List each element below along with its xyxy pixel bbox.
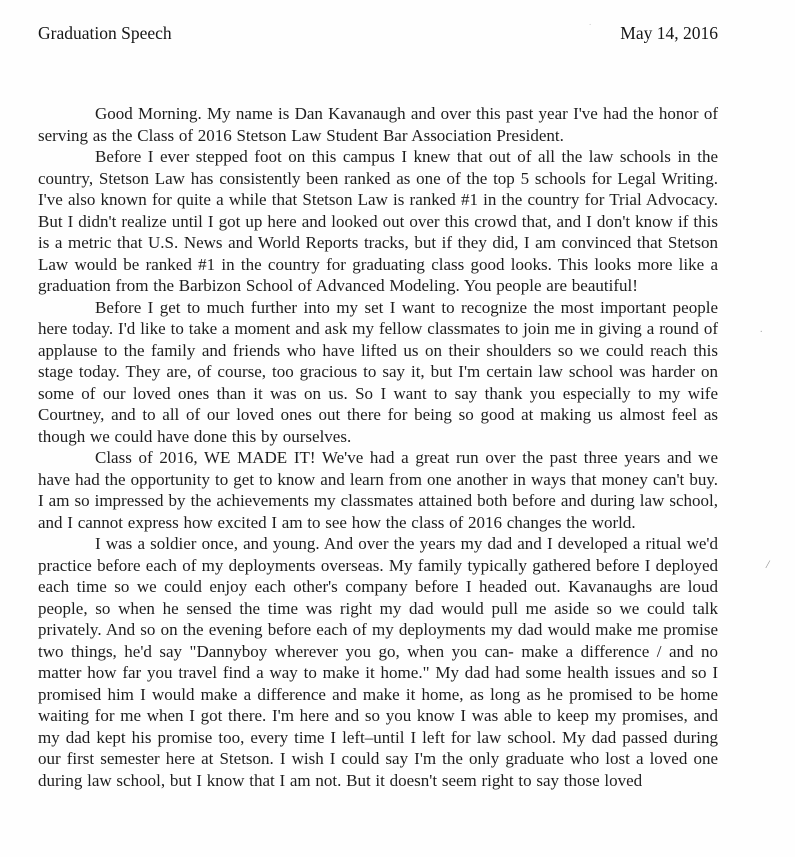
scan-artifact-slash: /	[766, 557, 770, 571]
scan-artifact-dot: .	[760, 324, 763, 335]
paragraph-thanks: Before I get to much further into my set I want to recognize the most important people here today. I'd like to take a moment and ask my fellow classmates to join me in giving a round of applause to the family and friends who have lifted us on their shoulders so we could reach this stage today. They are, of course, too gracious to say it, but I'm certain law school was harder on some of our loved ones than it was on us. So I want to say thank you especially to my wife Courtney, and to all of our loved ones out there for being so good at making us almost feel as though we could have done this by ourselves.	[38, 297, 718, 446]
document-body	[38, 103, 718, 791]
scan-artifact-dot: .	[589, 17, 592, 27]
paragraph-we-made-it: Class of 2016, WE MADE IT! We've had a great run over the past three years and we have had the opportunity to get to know and learn from one another in ways that money can't buy. I am so impressed by the achievements my classmates attained both before and during law school, and I cannot express how excited I am to see how the class of 2016 changes the world.	[38, 448, 718, 532]
document-date: May 14, 2016	[620, 23, 718, 43]
paragraph-intro: Good Morning. My name is Dan Kavanaugh and over this past year I've had the honor of serving as the Class of 2016 Stetson Law Student Bar Association President.	[38, 104, 718, 145]
paragraph-soldier-story: I was a soldier once, and young. And over the years my dad and I developed a ritual we'd practice before each of my deployments overseas. My family typically gathered before I deployed each time so we could enjoy each other's company before I headed out. Kavanaughs are loud people, so when he sensed the time was right my dad would pull me aside so we could talk privately. And so on the evening before each of my deployments my dad would make me promise two things, he'd say "Dannyboy wherever you go, when you can- make a difference / and no matter how far you travel find a way to make it home." My dad had some health issues and so I promised him I would make a difference and make it home, as long as he promised to be home waiting for me when I got there. I'm here and so you know I was able to keep my promises, and my dad kept his promise too, every time I left–until I left for law school. My dad passed during our first semester here at Stetson. I wish I could say I'm the only graduate who lost a loved one during law school, but I know that I am not. But it doesn't seem right to say those loved	[38, 534, 718, 790]
paragraph-rankings: Before I ever stepped foot on this campus I knew that out of all the law schools in the country, Stetson Law has consistently been ranked as one of the top 5 schools for Legal Writing. I've also known for quite a while that Stetson Law is ranked #1 in the country for Trial Advocacy. But I didn't realize until I got up here and looked out over this crowd that, and I don't know if this is a metric that U.S. News and World Reports tracks, but if they did, I am convinced that Stetson Law would be ranked #1 in the country for graduating class good looks. This looks more like a graduation from the Barbizon School of Advanced Modeling. You people are beautiful!	[38, 147, 718, 295]
document-title: Graduation Speech	[38, 23, 172, 43]
document-header	[0, 0, 795, 44]
